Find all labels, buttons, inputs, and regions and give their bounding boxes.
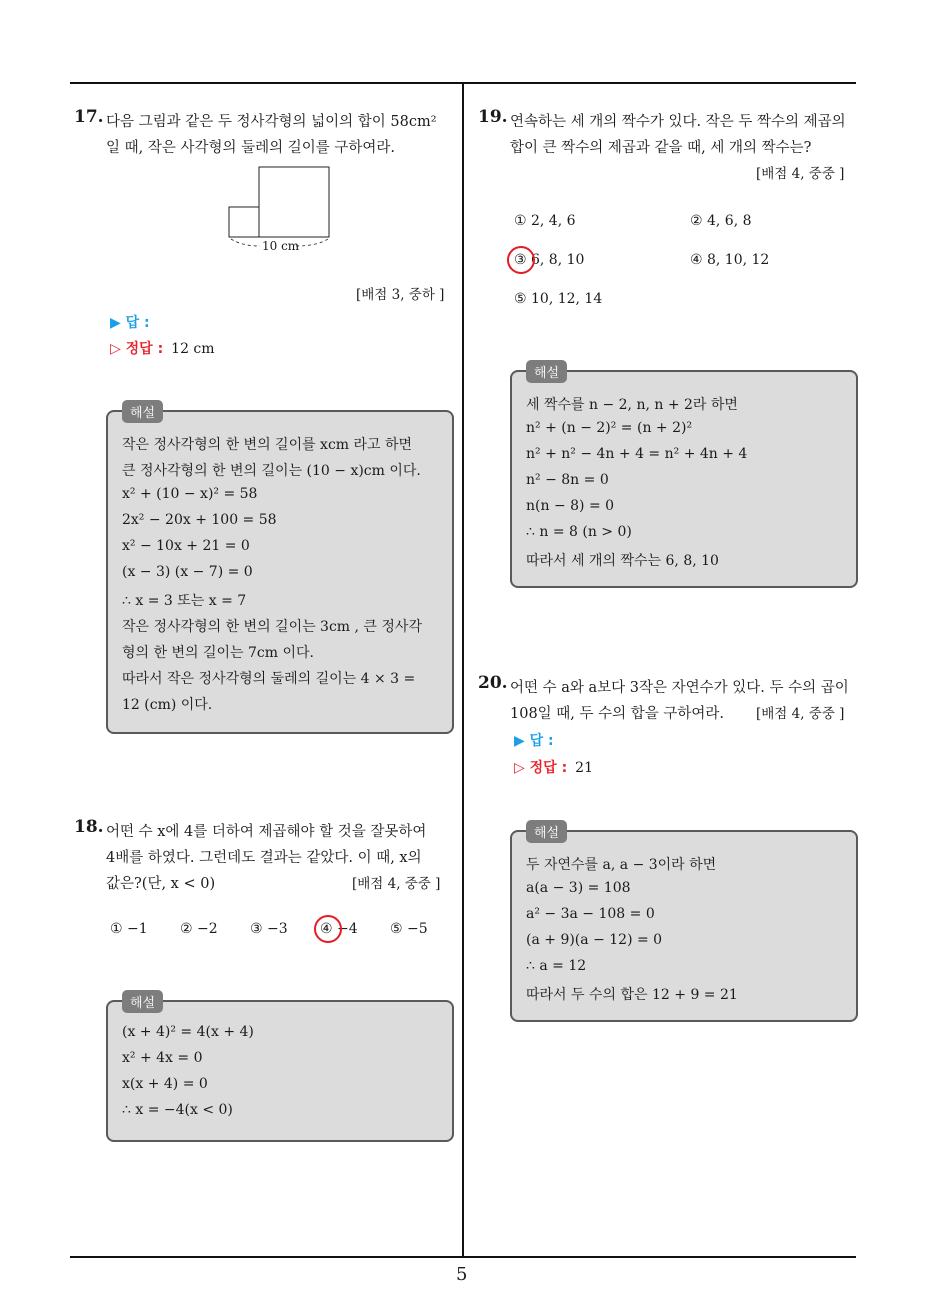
q19-explain-line: 세 짝수를 n − 2, n, n + 2라 하면 [526, 397, 738, 413]
q19-option-3: ③ 6, 8, 10 [514, 252, 585, 268]
q17-explain-line: 형의 한 변의 길이는 7cm 이다. [122, 645, 314, 661]
q19-explain-line: ∴ n = 8 (n > 0) [526, 524, 632, 540]
q18-option-5: ⑤ −5 [390, 921, 428, 937]
q18-explain-line: x(x + 4) = 0 [122, 1076, 208, 1092]
brace-right [296, 239, 328, 246]
q19-explain-line: 따라서 세 개의 짝수는 6, 8, 10 [526, 553, 719, 569]
q19-explain-tag: 해설 [526, 360, 567, 383]
q19-number: 19. [478, 107, 508, 127]
q17-line-2: 일 때, 작은 사각형의 둘레의 길이를 구하여라. [106, 140, 395, 156]
q18-option-1: ① −1 [110, 921, 148, 937]
q18-line-2: 4배를 하였다. 그런데도 결과는 같았다. 이 때, x의 [106, 850, 422, 866]
bottom-rule [70, 1256, 856, 1258]
q19-option-1: ① 2, 4, 6 [514, 213, 576, 229]
q19-answer-circle [507, 246, 535, 274]
q18-answer-circle [314, 915, 342, 943]
q17-correct-value: 12 cm [171, 341, 215, 357]
q17-explain-line: 큰 정사각형의 한 변의 길이는 (10 − x)cm 이다. [122, 463, 421, 479]
q18-meta: [배점 4, 중중 ] [352, 876, 441, 892]
q19-explain-line: n(n − 8) = 0 [526, 498, 615, 514]
q20-explain-line: 두 자연수를 a, a − 3이라 하면 [526, 857, 717, 873]
q18-line-1: 어떤 수 x에 4를 더하여 제곱해야 할 것을 잘못하여 [106, 824, 427, 840]
q19-line-2: 합이 큰 짝수의 제곱과 같을 때, 세 개의 짝수는? [510, 140, 812, 156]
q19-option-4: ④ 8, 10, 12 [690, 252, 770, 268]
q19-line-1: 연속하는 세 개의 짝수가 있다. 작은 두 짝수의 제곱의 [510, 114, 846, 130]
q20-correct-label: ▷ 정답 : [514, 760, 568, 776]
brace-left [231, 239, 260, 246]
q18-option-2: ② −2 [180, 921, 218, 937]
q17-explain-line: 작은 정사각형의 한 변의 길이를 xcm 라고 하면 [122, 437, 413, 453]
q17-explain-line: 작은 정사각형의 한 변의 길이는 3cm , 큰 정사각 [122, 619, 422, 635]
q17-explanation-box [106, 406, 454, 734]
q17-explain-line: 12 (cm) 이다. [122, 697, 213, 713]
q17-explain-line: x² − 10x + 21 = 0 [122, 538, 250, 554]
q17-explain-line: 따라서 작은 정사각형의 둘레의 길이는 4 × 3 = [122, 671, 416, 687]
q20-explain-line: (a + 9)(a − 12) = 0 [526, 932, 663, 948]
q19-explain-line: n² + (n − 2)² = (n + 2)² [526, 420, 693, 436]
q17-number: 17. [74, 107, 104, 127]
q17-correct [110, 338, 215, 358]
small-square [229, 207, 259, 237]
q18-explain-tag: 해설 [122, 990, 163, 1013]
q18-option-4: ④ −4 [320, 921, 358, 937]
q20-number: 20. [478, 673, 508, 693]
q20-explain-tag: 해설 [526, 820, 567, 843]
q19-meta: [배점 4, 중중 ] [756, 166, 845, 182]
q17-explain-line: ∴ x = 3 또는 x = 7 [122, 593, 247, 609]
q18-option-3: ③ −3 [250, 921, 288, 937]
q20-correct [514, 757, 593, 777]
q17-explain-line: x² + (10 − x)² = 58 [122, 486, 258, 502]
q17-meta: [배점 3, 중하 ] [356, 287, 445, 303]
q20-answer-label: ▶ 답 : [514, 733, 554, 749]
q18-number: 18. [74, 817, 104, 837]
q18-explain-line: ∴ x = −4(x < 0) [122, 1102, 233, 1118]
q19-option-5: ⑤ 10, 12, 14 [514, 291, 603, 307]
q20-meta: [배점 4, 중중 ] [756, 706, 845, 722]
q19-explain-line: n² − 8n = 0 [526, 472, 609, 488]
q20-explain-line: 따라서 두 수의 합은 12 + 9 = 21 [526, 987, 738, 1003]
q17-explain-line: (x − 3) (x − 7) = 0 [122, 564, 253, 580]
q20-explanation-box [510, 826, 858, 1022]
large-square [259, 167, 329, 237]
q17-line-1: 다음 그림과 같은 두 정사각형의 넓이의 합이 58cm² [106, 114, 437, 130]
q19-explanation-box [510, 366, 858, 588]
q17-figure-label: 10 cm [262, 239, 300, 253]
q20-line-1: 어떤 수 a와 a보다 3작은 자연수가 있다. 두 수의 곱이 [510, 680, 849, 696]
q18-explain-line: (x + 4)² = 4(x + 4) [122, 1024, 254, 1040]
q20-explain-line: a(a − 3) = 108 [526, 880, 631, 896]
q19-explain-line: n² + n² − 4n + 4 = n² + 4n + 4 [526, 446, 748, 462]
page-number: 5 [456, 1264, 468, 1285]
q20-line-2: 108일 때, 두 수의 합을 구하여라. [510, 706, 725, 722]
q17-explain-line: 2x² − 20x + 100 = 58 [122, 512, 277, 528]
q17-answer-label: ▶ 답 : [110, 315, 150, 331]
q20-explain-line: ∴ a = 12 [526, 958, 587, 974]
q20-correct-value: 21 [575, 760, 593, 776]
q18-explanation-box [106, 996, 454, 1142]
q18-explain-line: x² + 4x = 0 [122, 1050, 203, 1066]
q17-correct-label: ▷ 정답 : [110, 341, 164, 357]
column-divider [462, 82, 464, 1258]
q19-option-2: ② 4, 6, 8 [690, 213, 752, 229]
q17-explain-tag: 해설 [122, 400, 163, 423]
q20-explain-line: a² − 3a − 108 = 0 [526, 906, 655, 922]
q18-line-3: 값은?(단, x < 0) [106, 876, 216, 892]
